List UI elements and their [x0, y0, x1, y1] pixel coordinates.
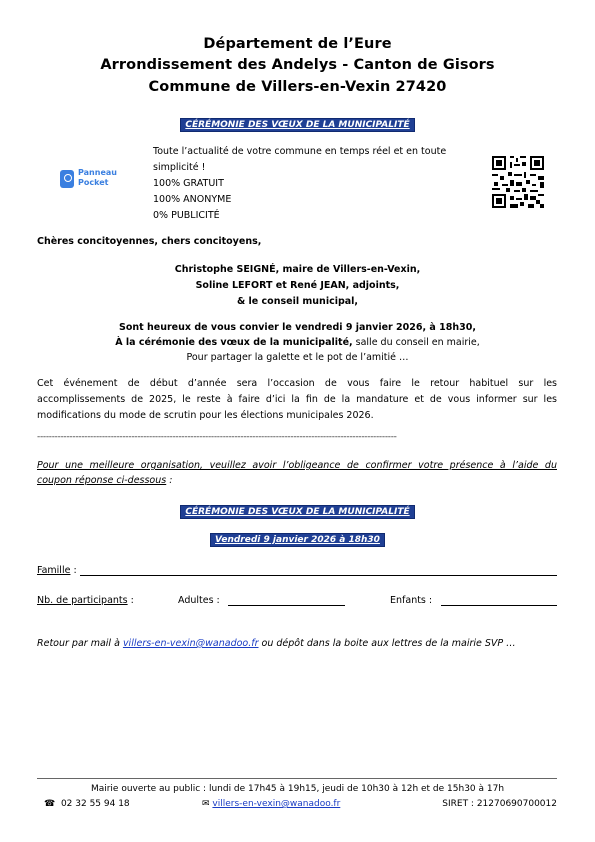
- signatory-mayor: Christophe SEIGNÉ, maire de Villers-en-Vexin,: [174, 264, 421, 275]
- coupon-banner-title-text: CÉRÉMONIE DES VŒUX DE LA MUNICIPALITÉ: [180, 505, 414, 519]
- footer-email: [202, 799, 340, 809]
- invitation-line1: Sont heureux de vous convier le vendredi 9 janvier 2026, à 18h30,: [119, 322, 476, 333]
- phone-icon: ☎: [44, 799, 56, 809]
- retour-line: [37, 636, 557, 652]
- header-arrondissement: Arrondissement des Andelys - Canton de Gisors: [100, 57, 495, 73]
- adultes-field[interactable]: [228, 605, 345, 606]
- coupon-banner-date-text: Vendredi 9 janvier 2026 à 18h30: [210, 533, 385, 547]
- retour-suffix: ou dépôt dans la boite aux lettres de la mairie SVP …: [258, 638, 516, 649]
- adultes-label: Adultes :: [178, 595, 220, 606]
- famille-label: [37, 563, 77, 579]
- panneau-pocket-logo-icon: [60, 170, 74, 188]
- panneau-pocket-logo-text: [78, 168, 117, 188]
- coupon-intro-line2: [37, 473, 172, 489]
- logo-line1: Panneau: [78, 168, 117, 177]
- invitation-line2-rest: salle du conseil en mairie,: [352, 337, 480, 348]
- coupon-intro-line1-text: Pour une meilleure organisation, veuillez avoir l’obligeance de confirmer votre présence à l’aide du: [37, 460, 557, 471]
- footer-phone: [44, 799, 130, 809]
- retour-prefix: Retour par mail à: [37, 638, 123, 649]
- participants-label-text: Nb. de participants: [37, 595, 128, 606]
- footer-hours: Mairie ouverte au public : lundi de 17h45 à 19h15, jeudi de 10h30 à 12h et de 15h30 à 17h: [90, 784, 505, 794]
- panneau-text4: 100% ANONYME: [153, 194, 232, 205]
- footer-email-link[interactable]: villers-en-vexin@wanadoo.fr: [212, 799, 341, 809]
- retour-email-link[interactable]: villers-en-vexin@wanadoo.fr: [122, 638, 259, 649]
- famille-field[interactable]: [80, 575, 557, 576]
- title-banner: [0, 118, 595, 132]
- famille-label-text: Famille: [37, 565, 71, 576]
- paragraph-line2: accomplissements de 2025, le reste à faire d’ici la fin de la mandature et de vous informer sur les: [37, 394, 557, 405]
- footer-siret: SIRET : 21270690700012: [442, 799, 557, 809]
- invitation-line2-bold: À la cérémonie des vœux de la municipalité,: [115, 337, 353, 348]
- panneau-text3: 100% GRATUIT: [153, 178, 224, 189]
- panneau-pocket-text: [153, 144, 483, 224]
- envelope-icon: ✉: [202, 799, 210, 809]
- invitation-line3: Pour partager la galette et le pot de l’amitié …: [186, 352, 409, 363]
- signatory-adjoints: Soline LEFORT et René JEAN, adjoints,: [195, 280, 400, 291]
- enfants-field[interactable]: [441, 605, 557, 606]
- coupon-intro-line2-text: coupon réponse ci-dessous: [37, 475, 167, 486]
- panneau-text1: Toute l’actualité de votre commune en temps réel et en toute: [153, 146, 447, 157]
- dashed-separator: --------------------------------------------------------------------------------------------------------------------------: [37, 432, 397, 442]
- paragraph-line1: Cet événement de début d’année sera l’occasion de vous faire le retour habituel sur les: [37, 378, 557, 389]
- greeting: Chères concitoyennes, chers concitoyens,: [37, 236, 262, 247]
- title-banner-text: CÉRÉMONIE DES VŒUX DE LA MUNICIPALITÉ: [180, 118, 414, 132]
- signatory-council: & le conseil municipal,: [236, 296, 359, 307]
- paragraph-line3: modifications du mode de scrutin pour les élections municipales 2026.: [37, 410, 374, 421]
- coupon-intro-line2-suffix: :: [166, 475, 173, 486]
- coupon-banner-date: [0, 533, 595, 547]
- participants-colon: :: [127, 595, 134, 606]
- panneau-text2: simplicité !: [153, 162, 206, 173]
- coupon-banner-title: [0, 505, 595, 519]
- header-department: Département de l’Eure: [203, 36, 392, 52]
- logo-line2: Pocket: [78, 178, 109, 187]
- footer-phone-number: 02 32 55 94 18: [60, 799, 130, 809]
- participants-label: [37, 593, 134, 609]
- coupon-intro-line1: [37, 458, 557, 474]
- panneau-text5: 0% PUBLICITÉ: [153, 210, 220, 221]
- famille-colon: :: [70, 565, 77, 576]
- header-commune: Commune de Villers-en-Vexin 27420: [148, 79, 447, 95]
- qr-code-icon[interactable]: [490, 154, 546, 210]
- footer-divider: [37, 778, 557, 779]
- enfants-label: Enfants :: [390, 595, 433, 606]
- invitation-line2: [0, 335, 595, 351]
